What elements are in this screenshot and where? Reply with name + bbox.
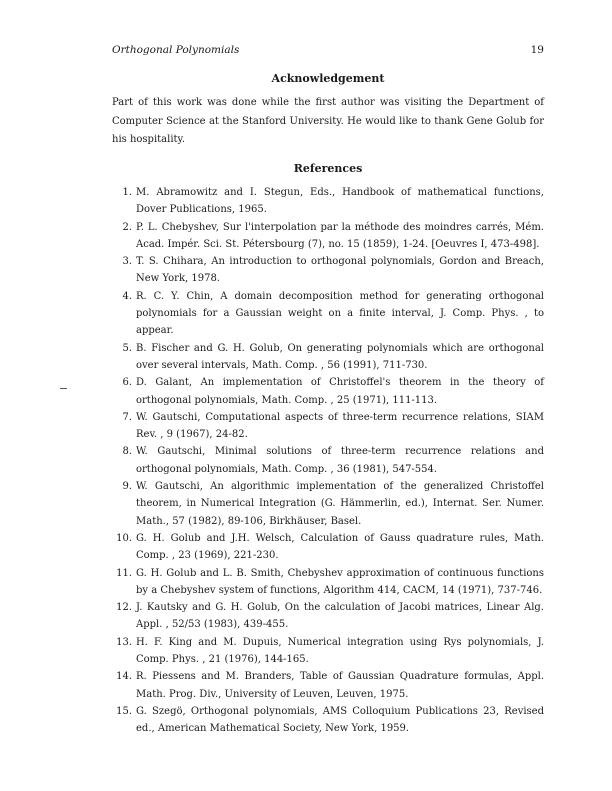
reference-item: [112, 219, 544, 254]
reference-text: D. Galant, An implementation of Christoffel's theorem in the theory of orthogonal polynomials, Math. Comp. , 25 (1971), 111-113.: [136, 377, 544, 406]
reference-item: [112, 253, 544, 288]
reference-text: M. Abramowitz and I. Stegun, Eds., Handbook of mathematical functions, Dover Publications, 1965.: [136, 187, 544, 216]
reference-item: [112, 634, 544, 669]
running-title: Orthogonal Polynomials: [112, 44, 240, 56]
reference-text: B. Fischer and G. H. Golub, On generating polynomials which are orthogonal over several intervals, Math. Comp. , 56 (1991), 711-730.: [136, 342, 544, 371]
reference-number: 6.: [122, 377, 132, 389]
reference-number: 2.: [122, 221, 132, 233]
reference-text: G. H. Golub and J.H. Welsch, Calculation of Gauss quadrature rules, Math. Comp. , 23 (1969), 221-230.: [136, 532, 544, 562]
reference-item: [112, 374, 544, 409]
reference-number: 13.: [116, 636, 132, 648]
reference-number: 7.: [122, 411, 132, 423]
reference-text: W. Gautschi, An algorithmic implementation of the generalized Christoffel theorem, in Numerical Integration (G. Hämmerlin, ed.), Internat. Ser. Numer. Math., 57 (1982), 89-106, Birkhäuser, Basel.: [136, 481, 544, 527]
reference-number: 15.: [116, 705, 132, 717]
reference-text: R. Piessens and M. Branders, Table of Gaussian Quadrature formulas, Appl. Math. Prog. Div., University of Leuven, Leuven, 1975.: [136, 671, 544, 700]
reference-text: H. F. King and M. Dupuis, Numerical integration using Rys polynomials, J. Comp. Phys. , 21 (1976), 144-165.: [136, 636, 544, 666]
reference-item: [112, 703, 544, 738]
reference-number: 11.: [116, 567, 132, 579]
reference-number: 4.: [122, 290, 132, 302]
reference-number: 1.: [122, 187, 132, 198]
reference-number: 12.: [116, 602, 132, 614]
reference-text: G. Szegö, Orthogonal polynomials, AMS Colloquium Publications 23, Revised ed., American Mathematical Society, New York, 1959.: [136, 705, 544, 735]
reference-item: [112, 288, 544, 340]
reference-item: [112, 565, 544, 600]
reference-item: [112, 478, 544, 530]
reference-number: 8.: [122, 446, 132, 458]
reference-number: 10.: [116, 532, 132, 544]
reference-text: P. L. Chebyshev, Sur l'interpolation par la méthode des moindres carrés, Mém. Acad. Impér. Sci. St. Pétersbourg (7), no. 15 (1859), 1-24. [Oeuvres I, 473-498].: [136, 221, 544, 250]
reference-item: [112, 409, 544, 444]
reference-number: 9.: [122, 481, 132, 493]
reference-list: [112, 184, 544, 738]
reference-item: [112, 184, 544, 219]
reference-text: R. C. Y. Chin, A domain decomposition method for generating orthogonal polynomials for a Gaussian weight on a finite interval, J. Comp. Phys. , to appear.: [136, 290, 544, 337]
reference-item: [112, 668, 544, 703]
acknowledgement-body: Part of this work was done while the first author was visiting the Department of Computer Science at the Stanford University. He would like to thank Gene Golub for his hospitality.: [112, 97, 544, 145]
margin-mark: [60, 388, 67, 389]
reference-number: 14.: [116, 671, 132, 683]
reference-item: [112, 530, 544, 565]
reference-item: [112, 599, 544, 634]
reference-text: T. S. Chihara, An introduction to orthogonal polynomials, Gordon and Breach, New York, 1978.: [136, 256, 544, 285]
reference-text: W. Gautschi, Minimal solutions of three-term recurrence relations and orthogonal polynomials, Math. Comp. , 36 (1981), 547-554.: [136, 446, 544, 475]
reference-item: [112, 340, 544, 375]
reference-text: W. Gautschi, Computational aspects of three-term recurrence relations, SIAM Rev. , 9 (1967), 24-82.: [136, 411, 544, 441]
references-heading: References: [293, 162, 363, 175]
reference-item: [112, 443, 544, 478]
acknowledgement-heading: Acknowledgement: [271, 72, 385, 85]
reference-text: J. Kautsky and G. H. Golub, On the calculation of Jacobi matrices, Linear Alg. Appl. , 52/53 (1983), 439-455.: [136, 602, 544, 631]
reference-text: G. H. Golub and L. B. Smith, Chebyshev approximation of continuous functions by a Chebyshev system of functions, Algorithm 414, CACM, 14 (1971), 737-746.: [136, 567, 544, 596]
page-number: 19: [530, 44, 544, 56]
reference-number: 3.: [122, 256, 132, 268]
reference-number: 5.: [122, 342, 132, 354]
